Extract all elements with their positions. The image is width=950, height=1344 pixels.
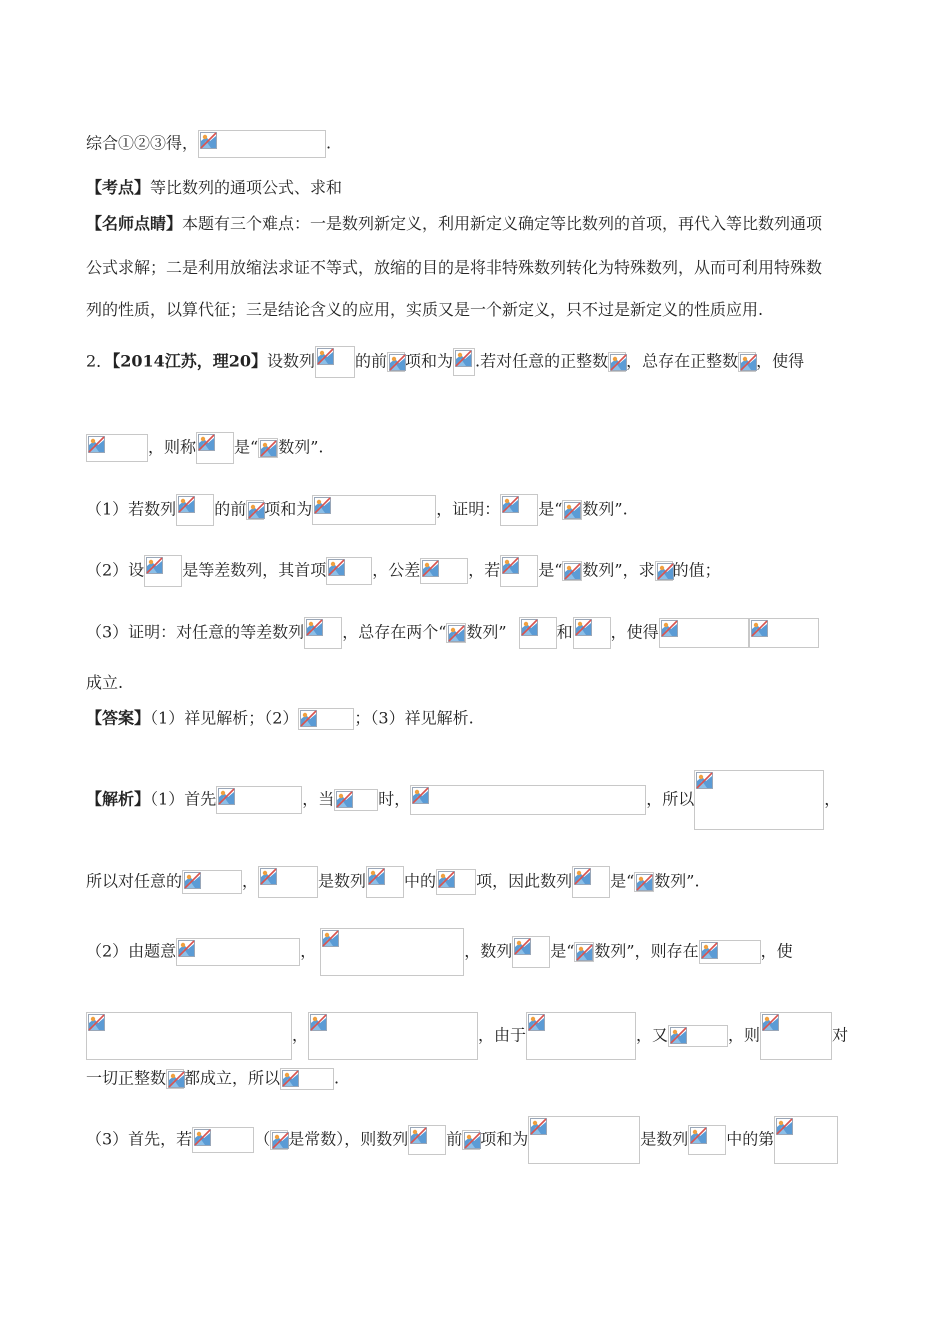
text: 是数列 (318, 871, 367, 891)
formula-image-icon (178, 496, 195, 513)
formula-image-icon (657, 563, 674, 580)
text: ，使得 (610, 622, 659, 642)
formula-image (562, 561, 582, 581)
formula-image (668, 1025, 728, 1047)
formula-image-icon (260, 440, 277, 457)
formula-image (176, 938, 300, 966)
formula-image-icon (314, 497, 331, 514)
formula-image (258, 866, 318, 898)
formula-image (304, 617, 342, 649)
text: 列的性质，以算代征；三是结论含义的应用，实质又是一个新定义，只不过是新定义的性质应用. (86, 300, 764, 319)
text: ，证明： (436, 499, 501, 519)
formula-image-icon (701, 942, 718, 959)
formula-image-icon (178, 940, 195, 957)
formula-image-icon (696, 772, 713, 789)
formula-image-icon (272, 1132, 289, 1149)
formula-image-icon (248, 502, 265, 519)
formula-image-icon (200, 132, 217, 149)
text: 项和为 (405, 351, 454, 371)
formula-image (258, 438, 278, 458)
formula-image (320, 928, 464, 976)
formula-image (216, 786, 302, 814)
formula-image-icon (610, 354, 627, 371)
formula-image-icon (661, 620, 678, 637)
text: ，公差 (372, 560, 421, 580)
formula-image-icon (521, 619, 538, 636)
formula-image (749, 618, 819, 648)
formula-image-icon (502, 557, 519, 574)
formula-image (760, 1012, 832, 1060)
formula-image (182, 870, 242, 894)
text: 中的 (404, 871, 437, 891)
text: 是等差数列，其首项 (182, 560, 327, 580)
text: 的前 (214, 499, 247, 519)
formula-image (166, 1069, 184, 1089)
text: 数列” (466, 622, 507, 642)
text: ，所以 (646, 789, 695, 809)
formula-image-icon (464, 1132, 481, 1149)
formula-image (699, 940, 761, 964)
text: （2）由题意 (86, 941, 177, 961)
formula-image-icon (412, 787, 429, 804)
formula-image-icon (336, 791, 353, 808)
text: . (334, 1068, 340, 1088)
formula-image (436, 869, 476, 895)
text: 对 (832, 1025, 849, 1045)
text: 数列”. (278, 437, 324, 457)
text: .若对任意的正整数 (475, 351, 609, 371)
text: 本题有三个难点：一是数列新定义，利用新定义确定等比数列的首项，再代入等比数列通项 (182, 214, 823, 233)
text: 数列”. (582, 499, 628, 519)
formula-image-icon (576, 944, 593, 961)
text: ，则称 (148, 437, 197, 457)
text: ，若 (468, 560, 501, 580)
formula-image-icon (422, 560, 439, 577)
formula-image (500, 555, 538, 587)
text: ，则 (728, 1025, 761, 1045)
text: 一切正整数 (86, 1068, 167, 1088)
text: 所以对任意的 (86, 871, 183, 891)
text: 都成立，所以 (184, 1068, 281, 1088)
text: 时， (378, 789, 411, 809)
text: ；（3）祥见解析. (354, 708, 474, 728)
text: 成立. (86, 673, 124, 692)
formula-image-icon (751, 620, 768, 637)
formula-image (176, 494, 214, 526)
text: 项，因此数列 (476, 871, 573, 891)
formula-image-icon (146, 557, 163, 574)
formula-image-icon (448, 625, 465, 642)
formula-image-icon (690, 1127, 707, 1144)
text: ，数列 (464, 941, 513, 961)
formula-image-icon (574, 868, 591, 885)
text: 公式求解；二是利用放缩法求证不等式，放缩的目的是将非特殊数列转化为特殊数列，从而可利用特殊数 (86, 258, 823, 277)
formula-image (500, 494, 538, 526)
formula-image-icon (575, 619, 592, 636)
text: 设数列 (267, 351, 316, 371)
formula-image-icon (194, 1129, 211, 1146)
text: ， (292, 1025, 309, 1045)
text: （ (254, 1129, 271, 1149)
text: 等比数列的通项公式、求和 (150, 178, 343, 197)
question-source: 【2014江苏，理20】 (112, 351, 267, 371)
formula-image (420, 558, 468, 584)
text: ，又 (636, 1025, 669, 1045)
formula-image (572, 866, 610, 898)
formula-image (738, 352, 756, 372)
text: 和 (556, 622, 573, 642)
text: 综合①②③得， (86, 133, 199, 153)
formula-image (519, 617, 557, 649)
formula-image (334, 789, 378, 811)
formula-image-icon (455, 350, 472, 367)
formula-image (298, 708, 354, 730)
text: （1）祥见解析；（2） (150, 708, 299, 728)
formula-image (659, 618, 749, 648)
formula-image (86, 434, 148, 462)
text: 项和为 (264, 499, 313, 519)
formula-image-icon (502, 496, 519, 513)
formula-image (562, 500, 582, 520)
section-tag: 【考点】 (86, 178, 151, 197)
text: 的值； (672, 560, 721, 580)
formula-image (462, 1130, 480, 1150)
text: ，使 (760, 941, 793, 961)
text: ，当 (302, 789, 335, 809)
formula-image (408, 1125, 446, 1155)
formula-image-icon (300, 710, 317, 727)
text: （2）设 (86, 560, 145, 580)
text: . (326, 133, 332, 153)
text: 是常数），则数列 (288, 1129, 409, 1149)
section-tag: 【解析】 (86, 789, 151, 809)
formula-image (326, 557, 372, 585)
formula-image (634, 872, 654, 892)
formula-image-icon (530, 1118, 547, 1135)
formula-image-icon (328, 559, 345, 576)
text: （3）证明：对任意的等差数列 (86, 622, 305, 642)
formula-image (270, 1130, 288, 1150)
text: 项和为 (480, 1129, 529, 1149)
text: 中的第 (726, 1129, 775, 1149)
formula-image (528, 1116, 640, 1164)
formula-image (688, 1125, 726, 1155)
formula-image-icon (88, 1014, 105, 1031)
formula-image (655, 561, 673, 581)
text: ，使得 (756, 351, 805, 371)
formula-image (453, 348, 475, 376)
text: 数列”，求 (582, 560, 655, 580)
section-tag: 【名师点睛】 (86, 214, 183, 233)
formula-image (512, 936, 550, 968)
formula-image-icon (260, 868, 277, 885)
formula-image-icon (762, 1014, 779, 1031)
formula-image (308, 1012, 478, 1060)
formula-image-icon (389, 354, 406, 371)
text: ， (824, 789, 841, 809)
text: ，总存在正整数 (626, 351, 739, 371)
text: 是“ (610, 871, 635, 891)
formula-image (280, 1068, 334, 1090)
formula-image-icon (306, 619, 323, 636)
text: （1）首先 (150, 789, 217, 809)
text: 的前 (355, 351, 388, 371)
text: （3）首先，若 (86, 1129, 193, 1149)
formula-image (144, 555, 182, 587)
formula-image (608, 352, 626, 372)
formula-image-icon (184, 872, 201, 889)
formula-image-icon (438, 871, 455, 888)
formula-image (196, 432, 234, 464)
formula-image (387, 352, 405, 372)
formula-image-icon (368, 868, 385, 885)
formula-image (315, 346, 355, 378)
formula-image (86, 1012, 292, 1060)
text: 是“ (234, 437, 259, 457)
formula-image (366, 866, 404, 898)
text: ， (300, 941, 317, 961)
formula-image-icon (282, 1070, 299, 1087)
formula-image-icon (564, 502, 581, 519)
formula-image-icon (776, 1118, 793, 1135)
formula-image-icon (528, 1014, 545, 1031)
formula-image (312, 495, 436, 525)
formula-image-icon (198, 434, 215, 451)
section-tag: 【答案】 (86, 708, 151, 728)
formula-image-icon (514, 938, 531, 955)
text: 数列”. (654, 871, 700, 891)
text: （1）若数列 (86, 499, 177, 519)
formula-image-icon (168, 1071, 185, 1088)
formula-image-icon (564, 563, 581, 580)
formula-image (198, 130, 326, 158)
formula-image-icon (218, 788, 235, 805)
formula-image-icon (740, 354, 757, 371)
text: ， (242, 871, 259, 891)
text: 数列”，则存在 (594, 941, 699, 961)
text: 是“ (550, 941, 575, 961)
formula-image-icon (636, 874, 653, 891)
formula-image (526, 1012, 636, 1060)
formula-image-icon (322, 930, 339, 947)
formula-image-icon (310, 1014, 327, 1031)
formula-image (573, 617, 611, 649)
formula-image-icon (88, 436, 105, 453)
formula-image (774, 1116, 838, 1164)
formula-image (574, 942, 594, 962)
text: 是“ (538, 499, 563, 519)
text: 是“ (538, 560, 563, 580)
text: 前 (446, 1129, 463, 1149)
formula-image (446, 623, 466, 643)
formula-image (410, 785, 646, 815)
formula-image (246, 500, 264, 520)
formula-image-icon (317, 348, 334, 365)
text: ，由于 (478, 1025, 527, 1045)
text: 是数列 (640, 1129, 689, 1149)
formula-image-icon (410, 1127, 427, 1144)
formula-image (694, 770, 824, 830)
formula-image-icon (670, 1027, 687, 1044)
formula-image (192, 1127, 254, 1153)
text: ，总存在两个“ (342, 622, 447, 642)
question-number: 2． (86, 351, 113, 371)
